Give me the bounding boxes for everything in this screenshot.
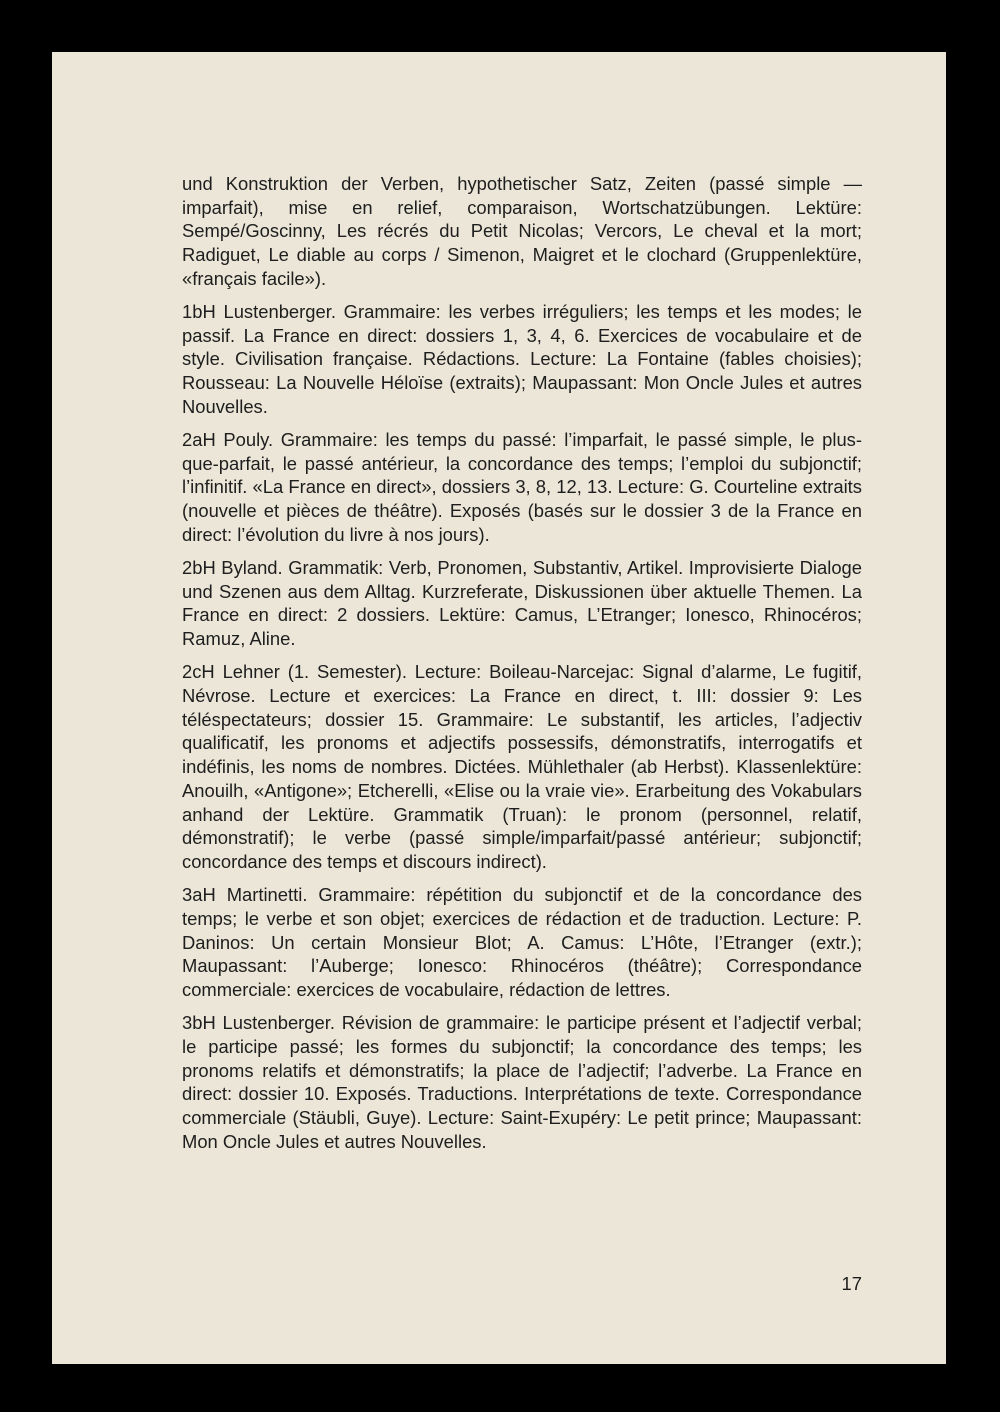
document-page [52,52,946,1364]
paragraph-2bh: 2bH Byland. Grammatik: Verb, Pronomen, Substantiv, Artikel. Improvisierte Dialoge und Szenen aus dem Alltag. Kurzreferate, Diskussionen über aktuelle Themen. La France en direct: 2 dossiers. Lektüre: Camus, L’Etranger; Ionesco, Rhinocéros; Ramuz, Aline. [182,557,862,650]
paragraph-3bh: 3bH Lustenberger. Révision de grammaire: le participe présent et l’adjectif verbal; le participe passé; les formes du subjonctif; la concordance des temps; les pronoms relatifs et démonstratifs; la place de l’adjectif; l’adverbe. La France en direct: dossier 10. Exposés. Traductions. Interprétations de texte. Correspondance commerciale (Stäubli, Guye). Lecture: Saint-Exupéry: Le petit prince; Maupassant: Mon Oncle Jules et autres Nouvelles. [182,1012,862,1152]
body-text [182,172,862,1153]
page-number: 17 [841,1273,862,1294]
paragraph-1bh: 1bH Lustenberger. Grammaire: les verbes irréguliers; les temps et les modes; le passif. La France en direct: dossiers 1, 3, 4, 6. Exercices de vocabulaire et de style. Civilisation française. Rédactions. Lecture: La Fontaine (fables choisies); Rousseau: La Nouvelle Héloïse (extraits); Maupassant: Mon Oncle Jules et autres Nouvelles. [182,301,862,417]
paragraph-2ah: 2aH Pouly. Grammaire: les temps du passé: l’imparfait, le passé simple, le plus-que-parfait, le passé antérieur, la concordance des temps; l’emploi du subjonctif; l’infinitif. «La France en direct», dossiers 3, 8, 12, 13. Lecture: G. Courteline extraits (nouvelle et pièces de théâtre). Exposés (basés sur le dossier 3 de la France en direct: l’évolution du livre à nos jours). [182,429,862,545]
paragraph-continuation: und Konstruktion der Verben, hypothetischer Satz, Zeiten (passé simple — imparfait), mise en relief, comparaison, Wortschatzübungen. Lektüre: Sempé/Goscinny, Les récrés du Petit Nicolas; Vercors, Le cheval et la mort; Radiguet, Le diable au corps / Simenon, Maigret et le clochard (Gruppenlektüre, «français facile»). [182,173,862,289]
paragraph-3ah: 3aH Martinetti. Grammaire: répétition du subjonctif et de la concordance des temps; le verbe et son objet; exercices de rédaction et de traduction. Lecture: P. Daninos: Un certain Monsieur Blot; A. Camus: L’Hôte, l’Etranger (extr.); Maupassant: l’Auberge; Ionesco: Rhinocéros (théâtre); Correspondance commerciale: exercices de vocabulaire, rédaction de lettres. [182,884,862,1000]
paragraph-2ch: 2cH Lehner (1. Semester). Lecture: Boileau-Narcejac: Signal d’alarme, Le fugitif, Névrose. Lecture et exercices: La France en direct, t. III: dossier 9: Les téléspectateurs; dossier 15. Grammaire: Le substantif, les articles, l’adjectiv qualificatif, les pronoms et adjectifs possessifs, démonstratifs, interrogatifs et indéfinis, les noms de nombres. Dictées. Mühlethaler (ab Herbst). Klassenlektüre: Anouilh, «Antigone»; Etcherelli, «Elise ou la vraie vie». Erarbeitung des Vokabulars anhand der Lektüre. Grammatik (Truan): le pronom (personnel, relatif, démonstratif); le verbe (passé simple/imparfait/passé antérieur; subjonctif; concordance des temps et discours indirect). [182,661,862,872]
